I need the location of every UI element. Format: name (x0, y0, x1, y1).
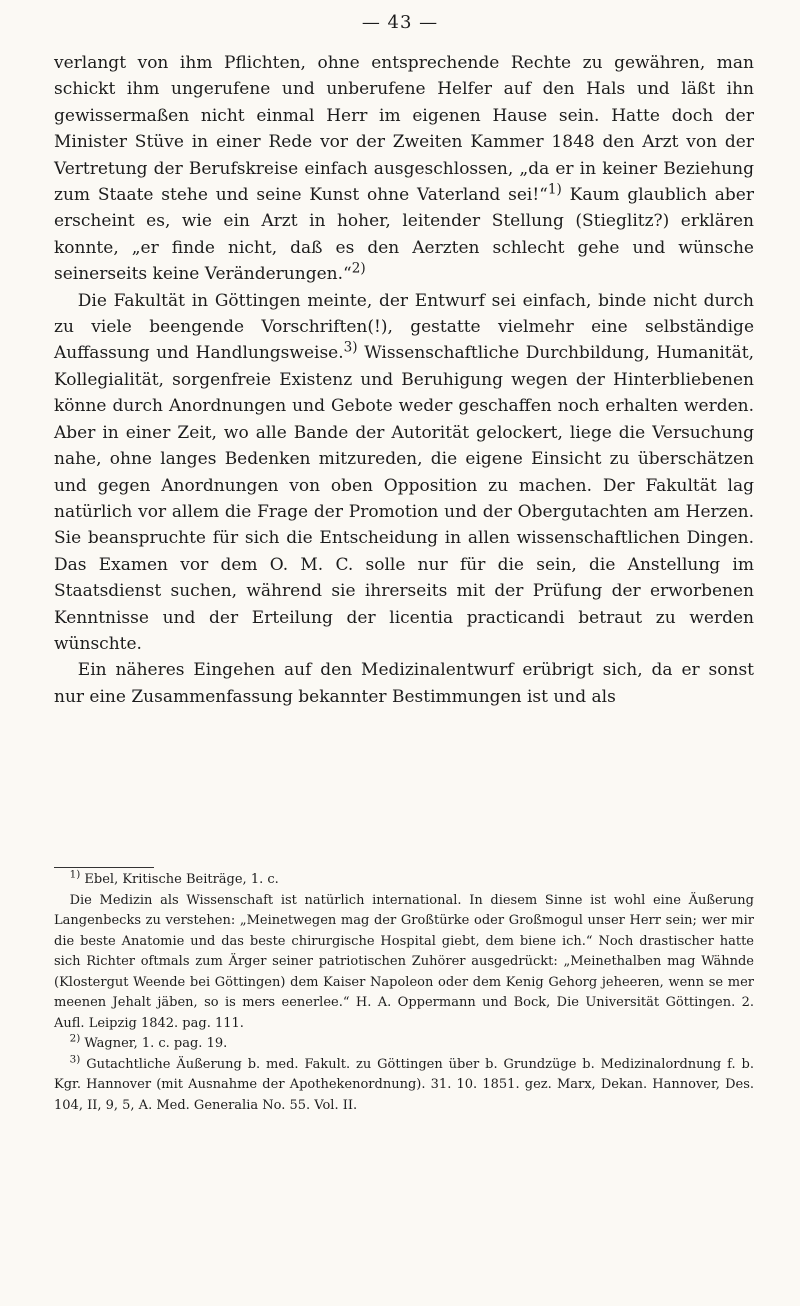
paragraph-2-tail: Wissenschaftliche Durchbildung, Humanität, Kollegialität, sorgenfreie Existenz und Beruhigung wegen der Hinterbliebenen könne durch Anordnungen und Gebote weder geschaffen noch erhalten werden. Aber in einer Zeit, wo alle Bande der Autorität gelockert, liege die Versuchung nahe, ohne langes Bedenken mitzureden, die eigene Einsicht zu überschätzen und gegen Anordnungen von oben Opposition zu machen. Der Fakultät lag natürlich vor allem die Frage der Promotion und der Obergutachten am Herzen. Sie beanspruchte für sich die Entscheidung in allen wissenschaftlichen Dingen. Das Examen vor dem O. M. C. solle nur für die sein, die Anstellung im Staatsdienst suchen, während sie ihrerseits mit der Prüfung der erworbenen Kenntnisse und der Erteilung der licentia practicandi betraut zu werden wünschte. (54, 343, 754, 654)
paragraph-1 (54, 50, 754, 288)
footnote-1-mark: 1) (69, 868, 81, 881)
body-text (54, 50, 754, 710)
page-number: — 43 — (361, 12, 439, 33)
paragraph-2 (54, 288, 754, 658)
footnote-ref-3: 3) (343, 339, 358, 356)
footnote-1-text: Ebel, Kritische Beiträge, 1. c. (84, 872, 279, 887)
footnote-2 (54, 1034, 754, 1055)
footnote-ref-2: 2) (351, 260, 366, 277)
footnote-3-text: Gutachtliche Äußerung b. med. Fakult. zu Göttingen über b. Grundzüge b. Medizinalordnung f. b. Kgr. Hannover (mit Ausnahme der Apothekenordnung). 31. 10. 1851. gez. Marx, Dekan. Hannover, Des. 104, II, 9, 5, A. Med. Generalia No. 55. Vol. II. (54, 1056, 754, 1113)
footnote-2-mark: 2) (69, 1032, 81, 1045)
footnote-1-continuation-text: Die Medizin als Wissenschaft ist natürlich international. In diesem Sinne ist wohl eine Äußerung Langenbecks zu verstehen: „Meinetwegen mag der Großtürke oder Großmogul unser Herr sein; wer mir die beste Anatomie und das beste chirurgische Hospital giebt, dem biene ich.“ Noch drastischer hatte sich Richter oftmals zum Ärger seiner patriotischen Zuhörer ausgedrückt: „Meinethalben mag Wähnde (Klostergut Weende bei Göttingen) dem Kaiser Napoleon oder dem Kenig Gehorg jeheeren, wenn se mer meenen Jehalt jäben, so is mers eenerlee.“ H. A. Oppermann und Bock, Die Universität Göttingen. 2. Aufl. Leipzig 1842. pag. 111. (54, 892, 754, 1031)
paragraph-1-text: verlangt von ihm Pflichten, ohne entsprechende Rechte zu gewähren, man schickt ihm ungerufene und unberufene Helfer auf den Hals und läßt ihn gewissermaßen nicht einmal Herr im eigenen Hause sein. Hatte doch der Minister Stüve in einer Rede vor der Zweiten Kammer 1848 den Arzt von der Vertretung der Berufskreise einfach ausgeschlossen, „da er in keiner Beziehung zum Staate stehe und seine Kunst ohne Vaterland sei!“ (54, 53, 754, 206)
paragraph-3 (54, 657, 754, 710)
footnote-1-continuation (54, 891, 754, 1035)
footnote-3-mark: 3) (69, 1053, 81, 1066)
footnote-1 (54, 870, 754, 891)
paragraph-3-text: Ein näheres Eingehen auf den Medizinalentwurf erübrigt sich, da er sonst nur eine Zusammenfassung bekannter Bestimmungen ist und als (54, 660, 754, 707)
footnote-3 (54, 1055, 754, 1117)
footnotes (54, 870, 754, 1116)
paragraph-2-text: Die Fakultät in Göttingen meinte, der Entwurf sei einfach, binde nicht durch zu viele beengende Vorschriften(!), gestatte vielmehr eine selbständige Auffassung und Handlungsweise. (54, 290, 754, 364)
footnote-2-text: Wagner, 1. c. pag. 19. (84, 1036, 228, 1051)
paragraph-1-tail: Kaum glaublich aber erscheint es, wie ein Arzt in hoher, leitender Stellung (Stieglitz?) erklären konnte, „er finde nicht, daß es den Aerzten schlecht gehe und wünsche seinerseits keine Veränderungen.“ (54, 185, 754, 285)
footnote-ref-1: 1) (547, 181, 562, 198)
